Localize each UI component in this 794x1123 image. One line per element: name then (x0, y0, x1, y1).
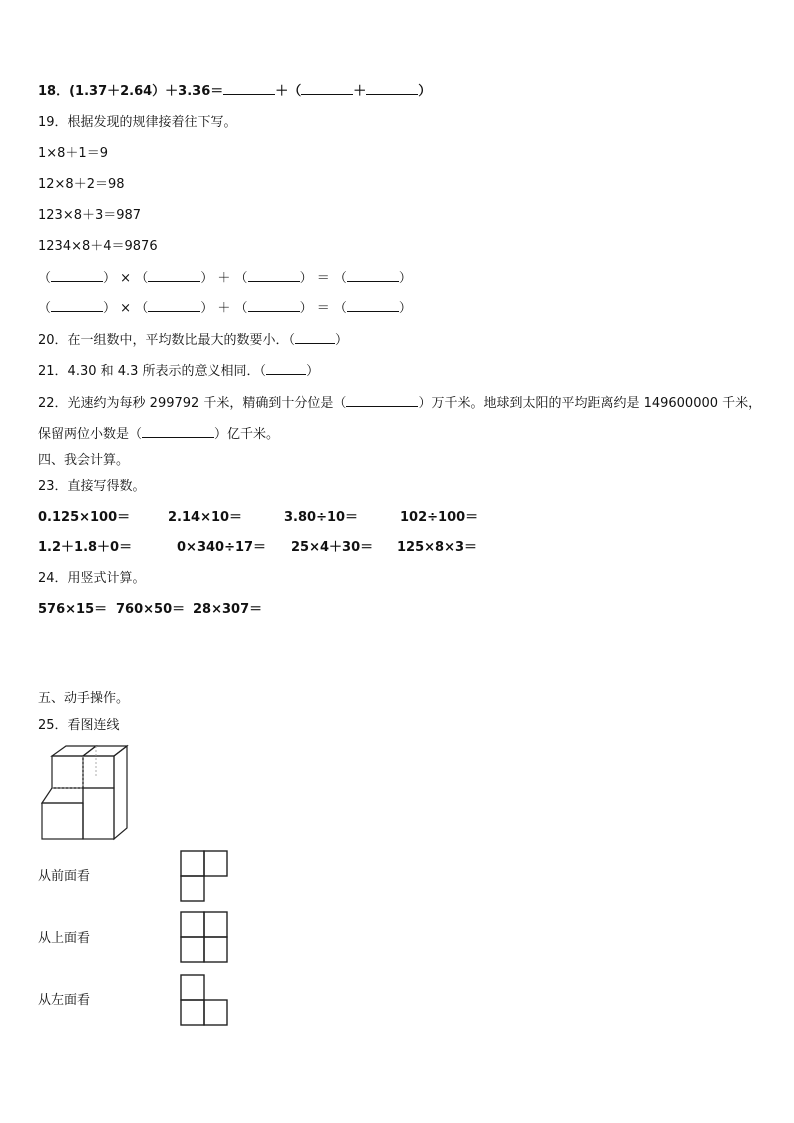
answer-blank[interactable] (148, 269, 200, 282)
question-23-title: 23．直接写得数。 (38, 479, 146, 494)
question-20: 20．在一组数中，平均数比最大的数要小．（ ） (38, 333, 349, 348)
view-grid-top[interactable] (180, 911, 230, 965)
answer-blank[interactable] (148, 299, 200, 312)
answer-blank[interactable] (248, 269, 300, 282)
view-label-front: 从前面看 (38, 869, 91, 884)
q18-expression: (1.37＋2.64）＋3.36＝ (69, 84, 224, 99)
question-25-title: 25．看图连线 (38, 718, 120, 733)
answer-blank[interactable] (347, 269, 399, 282)
q18-blank-2[interactable] (301, 82, 353, 95)
section-5-heading: 五、动手操作。 (38, 691, 130, 706)
question-21: 21．4.30 和 4.3 所表示的意义相同．（ ） (38, 364, 320, 379)
view-grid-front[interactable] (180, 850, 230, 904)
pattern-answer-row-2: （ ） × （ ） ＋ （ ） ＝ （ ） (38, 301, 412, 316)
answer-blank[interactable] (248, 299, 300, 312)
calc-item: 2.14×10＝ (168, 510, 243, 525)
calc-item: 0.125×100＝ (38, 510, 131, 525)
calc-item: 0×340÷17＝ (177, 540, 267, 555)
pattern-answer-row-1: （ ） × （ ） ＋ （ ） ＝ （ ） (38, 271, 412, 286)
vertical-calc-item: 760×50＝ (116, 602, 186, 617)
q18-blank-1[interactable] (223, 82, 275, 95)
answer-blank[interactable] (347, 299, 399, 312)
view-label-left: 从左面看 (38, 993, 91, 1008)
q22-blank-1[interactable] (346, 394, 418, 407)
pattern-line-1: 1×8＋1＝9 (38, 146, 108, 161)
calc-item: 3.80÷10＝ (284, 510, 359, 525)
question-18: 18．(1.37＋2.64）＋3.36＝ ＋（ ＋ ） (38, 84, 432, 99)
q18-blank-3[interactable] (366, 82, 418, 95)
view-grid-left[interactable] (180, 974, 230, 1028)
question-24-title: 24．用竖式计算。 (38, 571, 146, 586)
view-label-top: 从上面看 (38, 931, 91, 946)
answer-blank[interactable] (51, 299, 103, 312)
q21-answer-blank[interactable] (266, 362, 306, 375)
vertical-calc-item: 28×307＝ (193, 602, 263, 617)
pattern-line-4: 1234×8＋4＝9876 (38, 239, 158, 254)
pattern-line-3: 123×8＋3＝987 (38, 208, 142, 223)
calc-item: 1.2＋1.8＋0＝ (38, 540, 133, 555)
calc-item: 125×8×3＝ (397, 540, 478, 555)
q22-blank-2[interactable] (142, 425, 214, 438)
vertical-calc-item: 576×15＝ (38, 602, 108, 617)
calc-item: 25×4＋30＝ (291, 540, 374, 555)
question-22-line-1: 22．光速约为每秒 299792 千米，精确到十分位是（ ）万千米。地球到太阳的平均距离约是 149600000 千米， (38, 396, 762, 411)
question-22-line-2: 保留两位小数是（ ）亿千米。 (38, 427, 280, 442)
q18-number: 18． (38, 84, 70, 99)
pattern-line-2: 12×8＋2＝98 (38, 177, 125, 192)
cube-stack-figure (38, 742, 138, 842)
answer-blank[interactable] (51, 269, 103, 282)
question-19-title: 19．根据发现的规律接着往下写。 (38, 115, 237, 130)
section-4-heading: 四、我会计算。 (38, 453, 130, 468)
q20-answer-blank[interactable] (295, 331, 335, 344)
calc-item: 102÷100＝ (400, 510, 479, 525)
